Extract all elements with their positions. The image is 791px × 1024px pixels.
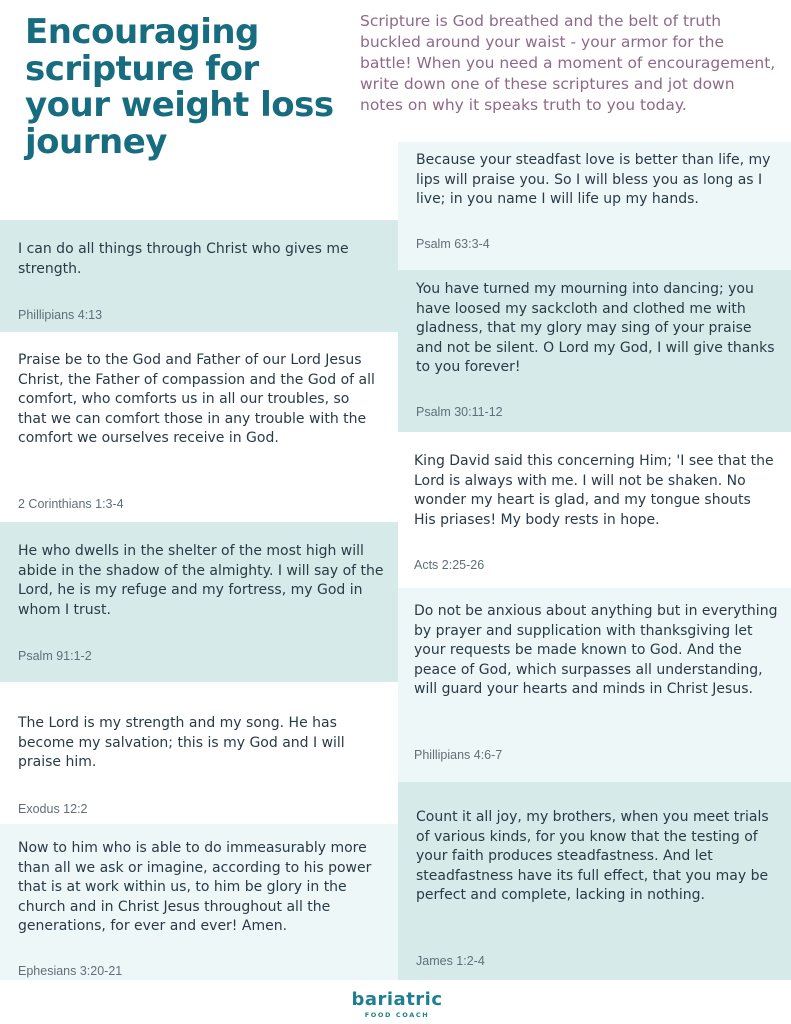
scripture-card — [398, 142, 791, 270]
verse-reference: Ephesians 3:20-21 — [18, 964, 123, 978]
verse-text: Praise be to the God and Father of our Lord Jesus Christ, the Father of compassion and the God of all comfort, who comforts us in all our troubles, so that we can comfort those in any trouble with the comfort we ourselves receive in God. — [18, 352, 375, 446]
logo-wordmark: bariatric — [351, 989, 443, 1010]
verse-reference: Acts 2:25-26 — [414, 558, 485, 572]
verse-reference: Exodus 12:2 — [18, 802, 88, 816]
verse-reference: Phillipians 4:6-7 — [414, 748, 503, 762]
scripture-card — [398, 782, 791, 980]
verse-reference: Psalm 63:3-4 — [416, 237, 490, 251]
verse-reference: Phillipians 4:13 — [18, 308, 103, 322]
scripture-card — [398, 270, 791, 432]
scripture-card — [0, 824, 398, 980]
verse-text: You have turned my mourning into dancing; you have loosed my sackcloth and clothed me with gladness, that my glory may sing of your praise and not be silent. O Lord my God, I will give thanks to you forever! — [416, 281, 775, 375]
verse-text: Because your steadfast love is better than life, my lips will praise you. So I will bless you as long as I live; in you name I will life up my hands. — [416, 152, 771, 207]
verse-text: I can do all things through Christ who gives me strength. — [18, 241, 349, 277]
verse-reference: 2 Corinthians 1:3-4 — [18, 497, 124, 511]
logo-tagline: FOOD COACH — [364, 1011, 430, 1019]
verse-text: King David said this concerning Him; 'I see that the Lord is always with me. I will not be shaken. No wonder my heart is glad, and my tongue shouts His priases! My body rests in hope. — [414, 453, 774, 528]
scripture-card — [0, 332, 398, 522]
scripture-card — [0, 682, 398, 824]
verse-text: The Lord is my strength and my song. He has become my salvation; this is my God and I will praise him. — [18, 715, 345, 770]
scripture-card — [0, 522, 398, 682]
verse-reference: Psalm 30:11-12 — [416, 405, 503, 419]
intro-text: Scripture is God breathed and the belt of truth buckled around your waist - your armor for the battle! When you need a moment of encouragement, write down one of these scriptures and jot down notes on why it speaks truth to you today. — [360, 12, 776, 114]
scripture-card — [0, 220, 398, 332]
verse-reference: Psalm 91:1-2 — [18, 649, 92, 663]
verse-text: Count it all joy, my brothers, when you meet trials of various kinds, for you know that the testing of your faith produces steadfastness. And let steadfastness have its full effect, that you may be perfect and complete, lacking in nothing. — [416, 809, 769, 903]
scripture-card — [398, 432, 791, 588]
verse-text: He who dwells in the shelter of the most high will abide in the shadow of the almighty. I will say of the Lord, he is my refuge and my fortress, my God in whom I trust. — [18, 543, 384, 618]
verse-text: Do not be anxious about anything but in everything by prayer and supplication with thanksgiving let your requests be made known to God. And the peace of God, which surpasses all understanding, will guard your hearts and minds in Christ Jesus. — [414, 603, 778, 697]
verse-reference: James 1:2-4 — [416, 954, 485, 968]
scripture-card — [398, 588, 791, 782]
verse-text: Now to him who is able to do immeasurably more than all we ask or imagine, according to his power that is at work within us, to him be glory in the church and in Christ Jesus throughout all the generations, for ever and ever! Amen. — [18, 840, 372, 934]
page-title: Encouraging scripture for your weight loss journey — [25, 12, 334, 162]
brand-logo — [332, 991, 462, 1019]
